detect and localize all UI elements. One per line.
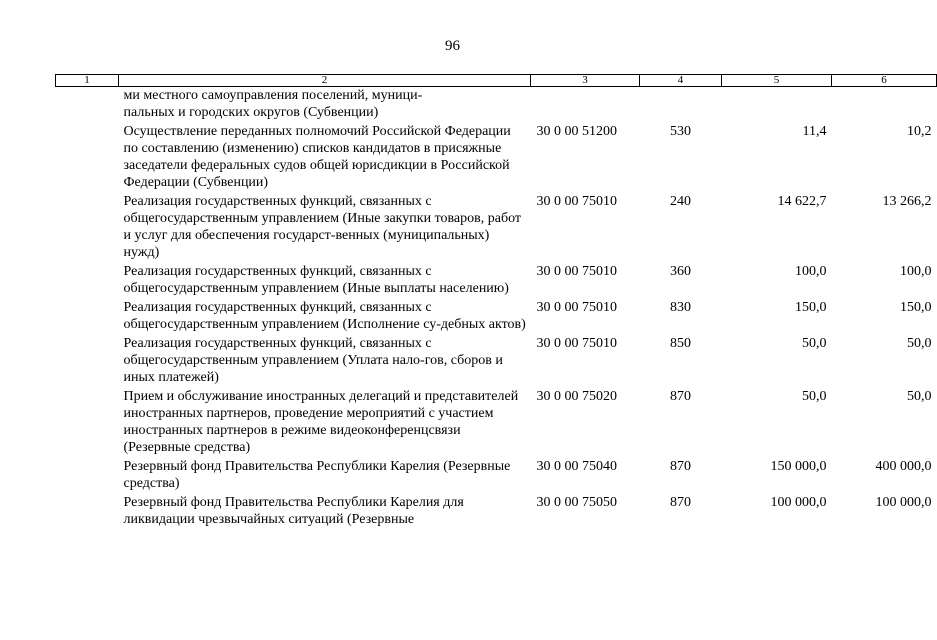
row-expense-type-code: 360 (670, 264, 691, 279)
row-amount-col5: 50,0 (802, 336, 827, 351)
row-blank-cell (56, 123, 119, 193)
table-body (56, 87, 937, 531)
page-number: 96 (445, 38, 460, 54)
row-blank-cell (56, 335, 119, 388)
row-name: Осуществление переданных полномочий Российской Федерации по составлению (изменению) списков кандидатов в присяжные заседатели федеральных судов общей юрисдикции в Российской Федерации (Субвенции) (123, 124, 511, 190)
table-row (56, 193, 937, 263)
row-blank-cell (56, 458, 119, 494)
row-amount-col6: 50,0 (907, 336, 932, 351)
column-number-row (56, 75, 937, 87)
row-blank-cell (56, 193, 119, 263)
table-row (56, 458, 937, 494)
row-expense-type-code: 870 (670, 495, 691, 510)
row-target-article-code: 30 0 00 51200 (536, 124, 617, 139)
row-amount-col5: 100 000,0 (770, 495, 827, 510)
row-expense-type-code: 870 (670, 389, 691, 404)
table-header (56, 75, 937, 87)
column-header-5: 5 (722, 75, 832, 87)
row-amount-col6: 400 000,0 (875, 459, 932, 474)
row-blank-cell (56, 388, 119, 458)
table-row (56, 87, 937, 124)
row-amount-col6: 50,0 (907, 389, 932, 404)
row-name: Прием и обслуживание иностранных делегаций и представителей иностранных партнеров, проведение мероприятий с участием иностранных партнеров в режиме видеоконференцсвязи (Резервные средства) (123, 389, 519, 455)
row-amount-col5 (722, 87, 832, 124)
column-header-2: 2 (119, 75, 531, 87)
column-header-4: 4 (640, 75, 722, 87)
table-row (56, 335, 937, 388)
row-target-article-code: 30 0 00 75010 (536, 336, 617, 351)
budget-table (55, 74, 937, 530)
row-expense-type-code: 870 (670, 459, 691, 474)
row-amount-col5: 11,4 (802, 124, 827, 139)
row-blank-cell (56, 87, 119, 124)
row-amount-col5: 50,0 (802, 389, 827, 404)
column-header-1: 1 (56, 75, 119, 87)
row-target-article-code: 30 0 00 75010 (536, 264, 617, 279)
row-name: Реализация государственных функций, связанных с общегосударственным управлением (Исполнение су-дебных актов) (123, 300, 526, 332)
row-target-article-code: 30 0 00 75040 (536, 459, 617, 474)
row-target-article-code: 30 0 00 75050 (536, 495, 617, 510)
row-target-article-code: 30 0 00 75020 (536, 389, 617, 404)
table-row (56, 494, 937, 530)
row-expense-type-code: 530 (670, 124, 691, 139)
column-header-3: 3 (531, 75, 640, 87)
row-expense-type-code (640, 87, 722, 124)
row-amount-col6: 10,2 (907, 124, 932, 139)
row-target-article-code: 30 0 00 75010 (536, 194, 617, 209)
row-amount-col5: 14 622,7 (777, 194, 827, 209)
row-expense-type-code: 240 (670, 194, 691, 209)
row-blank-cell (56, 494, 119, 530)
table-row (56, 299, 937, 335)
row-name: Реализация государственных функций, связанных с общегосударственным управлением (Иные выплаты населению) (123, 264, 509, 296)
row-name: Реализация государственных функций, связанных с общегосударственным управлением (Иные закупки товаров, работ и услуг для обеспечения государст-венных (муниципальных) нужд) (123, 194, 522, 260)
row-name: Резервный фонд Правительства Республики Карелия для ликвидации чрезвычайных ситуаций (Резервные (123, 495, 464, 527)
column-header-6: 6 (832, 75, 937, 87)
row-name: ми местного самоуправления поселений, муници- пальных и городских округов (Субвенции) (123, 88, 423, 120)
table-row (56, 263, 937, 299)
row-amount-col6: 100,0 (900, 264, 932, 279)
row-expense-type-code: 850 (670, 336, 691, 351)
row-amount-col6 (832, 87, 937, 124)
row-amount-col6: 150,0 (900, 300, 932, 315)
row-amount-col5: 150,0 (795, 300, 827, 315)
row-target-article-code (531, 87, 640, 124)
table-row (56, 388, 937, 458)
table-row (56, 123, 937, 193)
row-amount-col6: 100 000,0 (875, 495, 932, 510)
row-amount-col6: 13 266,2 (882, 194, 932, 209)
row-name: Резервный фонд Правительства Республики Карелия (Резервные средства) (123, 459, 511, 491)
row-target-article-code: 30 0 00 75010 (536, 300, 617, 315)
row-amount-col5: 100,0 (795, 264, 827, 279)
row-amount-col5: 150 000,0 (770, 459, 827, 474)
row-name: Реализация государственных функций, связанных с общегосударственным управлением (Уплата нало-гов, сборов и иных платежей) (123, 336, 503, 385)
row-blank-cell (56, 263, 119, 299)
row-expense-type-code: 830 (670, 300, 691, 315)
row-blank-cell (56, 299, 119, 335)
